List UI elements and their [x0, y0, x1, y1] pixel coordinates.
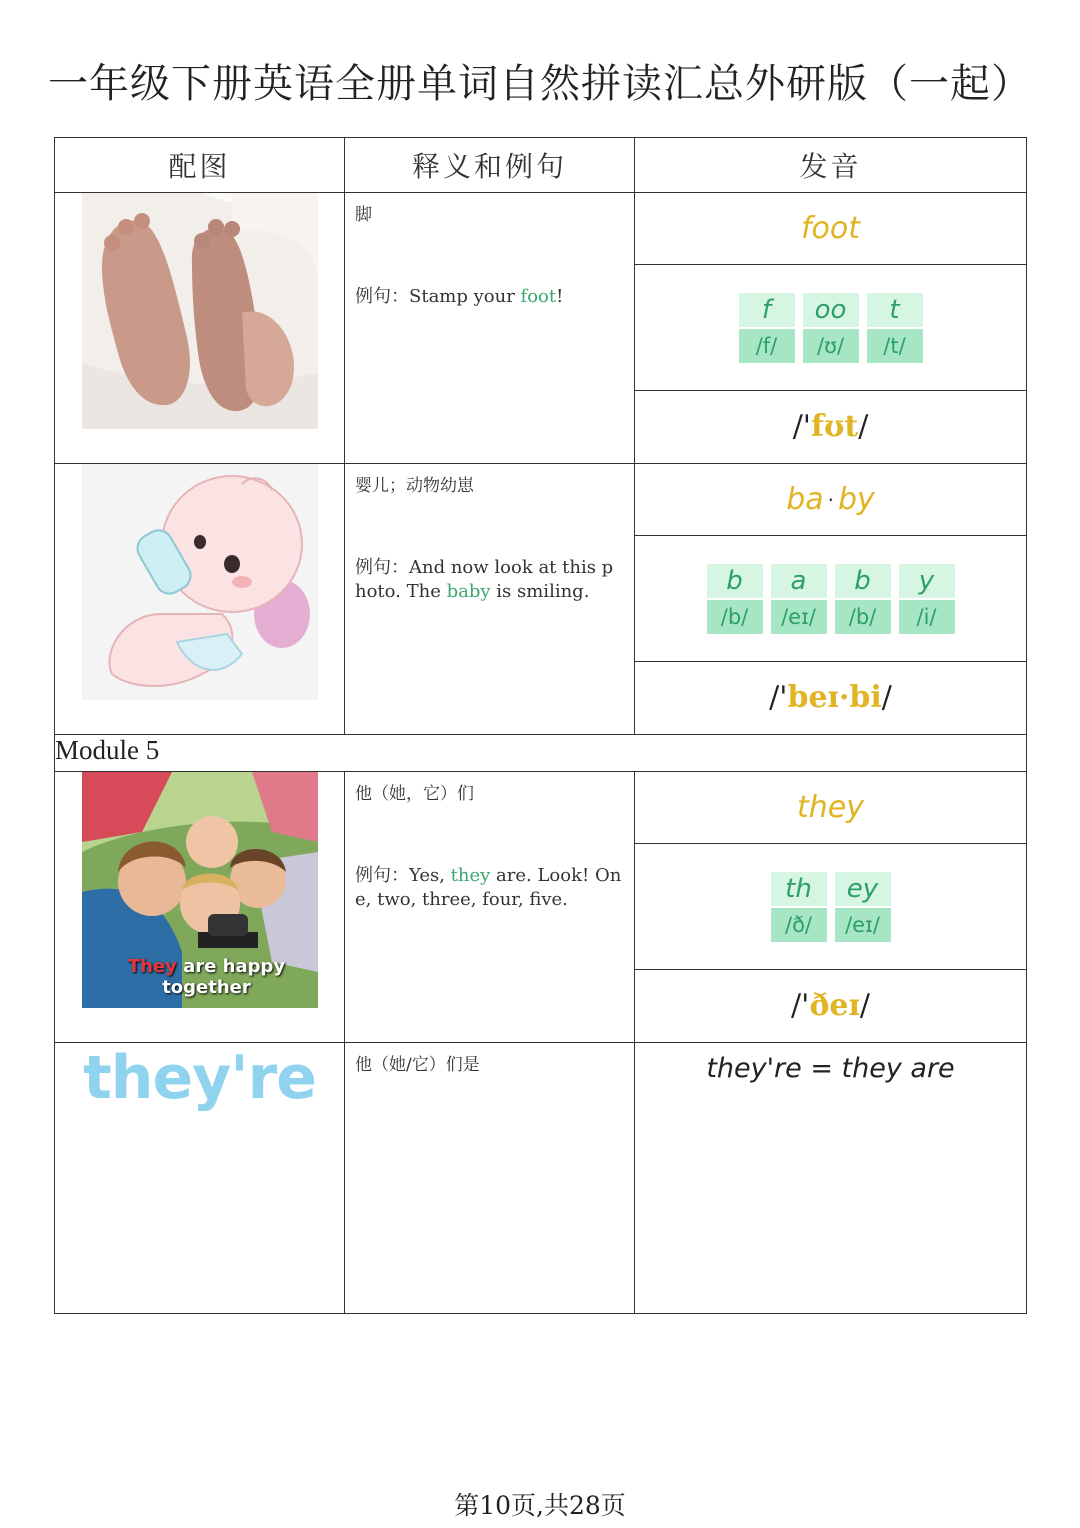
example-sentence: 例句：And now look at this photo. The baby is smiling. — [355, 557, 614, 602]
page-title: 一年级下册英语全册单词自然拼读汇总外研版（一起） — [48, 61, 1032, 107]
example-sentence: 例句：Yes, they are. Look! One, two, three, four, five. — [355, 865, 622, 910]
page-number: 第10页,共28页 — [454, 1491, 626, 1520]
table-row — [55, 1043, 1027, 1314]
meaning-cell — [345, 1043, 635, 1314]
table-header-row — [55, 138, 1027, 193]
header-image: 配图 — [55, 138, 345, 193]
ipa-transcription: /' beɪ·bi / — [635, 661, 1026, 733]
word-syllables: ba · by — [786, 482, 875, 517]
feet-image — [82, 193, 318, 429]
pronunciation-cell — [635, 193, 1027, 464]
phonics-tile: b /b/ — [835, 564, 891, 634]
phonics-tiles — [635, 843, 1026, 969]
baby-image — [82, 464, 318, 700]
phonics-tile: ey /eɪ/ — [835, 872, 891, 942]
phonics-tile: y /i/ — [899, 564, 955, 634]
photo-caption: They are happy together — [127, 956, 286, 998]
example-keyword: they — [450, 865, 491, 886]
phonics-tile: b /b/ — [707, 564, 763, 634]
phonics-tile: t /t/ — [867, 293, 923, 363]
header-meaning: 释义和例句 — [345, 138, 635, 193]
word-syllables: they — [797, 790, 864, 825]
meaning-cell — [345, 772, 635, 1043]
pronunciation-cell — [635, 772, 1027, 1043]
module-label: Module 5 — [55, 735, 1027, 772]
meaning-cell — [345, 464, 635, 735]
image-cell — [55, 1043, 345, 1314]
meaning-cell — [345, 193, 635, 464]
word-syllables: foot — [800, 211, 861, 246]
ipa-transcription: /' fʊt / — [635, 390, 1026, 462]
header-pronunciation: 发音 — [635, 138, 1027, 193]
meaning-text: 脚 — [355, 205, 372, 225]
kids-photo — [82, 772, 318, 1008]
meaning-text: 他（她/它）们是 — [355, 1055, 480, 1075]
meaning-text: 婴儿；动物幼崽 — [355, 476, 474, 496]
ipa-transcription: /' ðeɪ / — [635, 969, 1026, 1041]
meaning-text: 他（她，它）们 — [355, 784, 474, 804]
phonics-tile: a /eɪ/ — [771, 564, 827, 634]
table-row — [55, 772, 1027, 1043]
example-keyword: foot — [520, 286, 557, 307]
example-keyword: baby — [446, 581, 491, 602]
contraction-image-text: they're — [83, 1043, 316, 1113]
phonics-tiles — [635, 535, 1026, 661]
module-row — [55, 735, 1027, 772]
phonics-tile: oo /ʊ/ — [803, 293, 859, 363]
contraction-note: they're = they are — [706, 1053, 955, 1084]
example-sentence: 例句：Stamp your foot! — [355, 286, 564, 307]
phonics-tile: f /f/ — [739, 293, 795, 363]
table-row — [55, 464, 1027, 735]
pronunciation-cell — [635, 1043, 1027, 1314]
pronunciation-cell — [635, 464, 1027, 735]
phonics-tile: th /ð/ — [771, 872, 827, 942]
table-row — [55, 193, 1027, 464]
image-cell — [55, 772, 345, 1043]
image-cell — [55, 193, 345, 464]
image-cell — [55, 464, 345, 735]
vocab-table — [54, 137, 1027, 1314]
phonics-tiles — [635, 264, 1026, 390]
